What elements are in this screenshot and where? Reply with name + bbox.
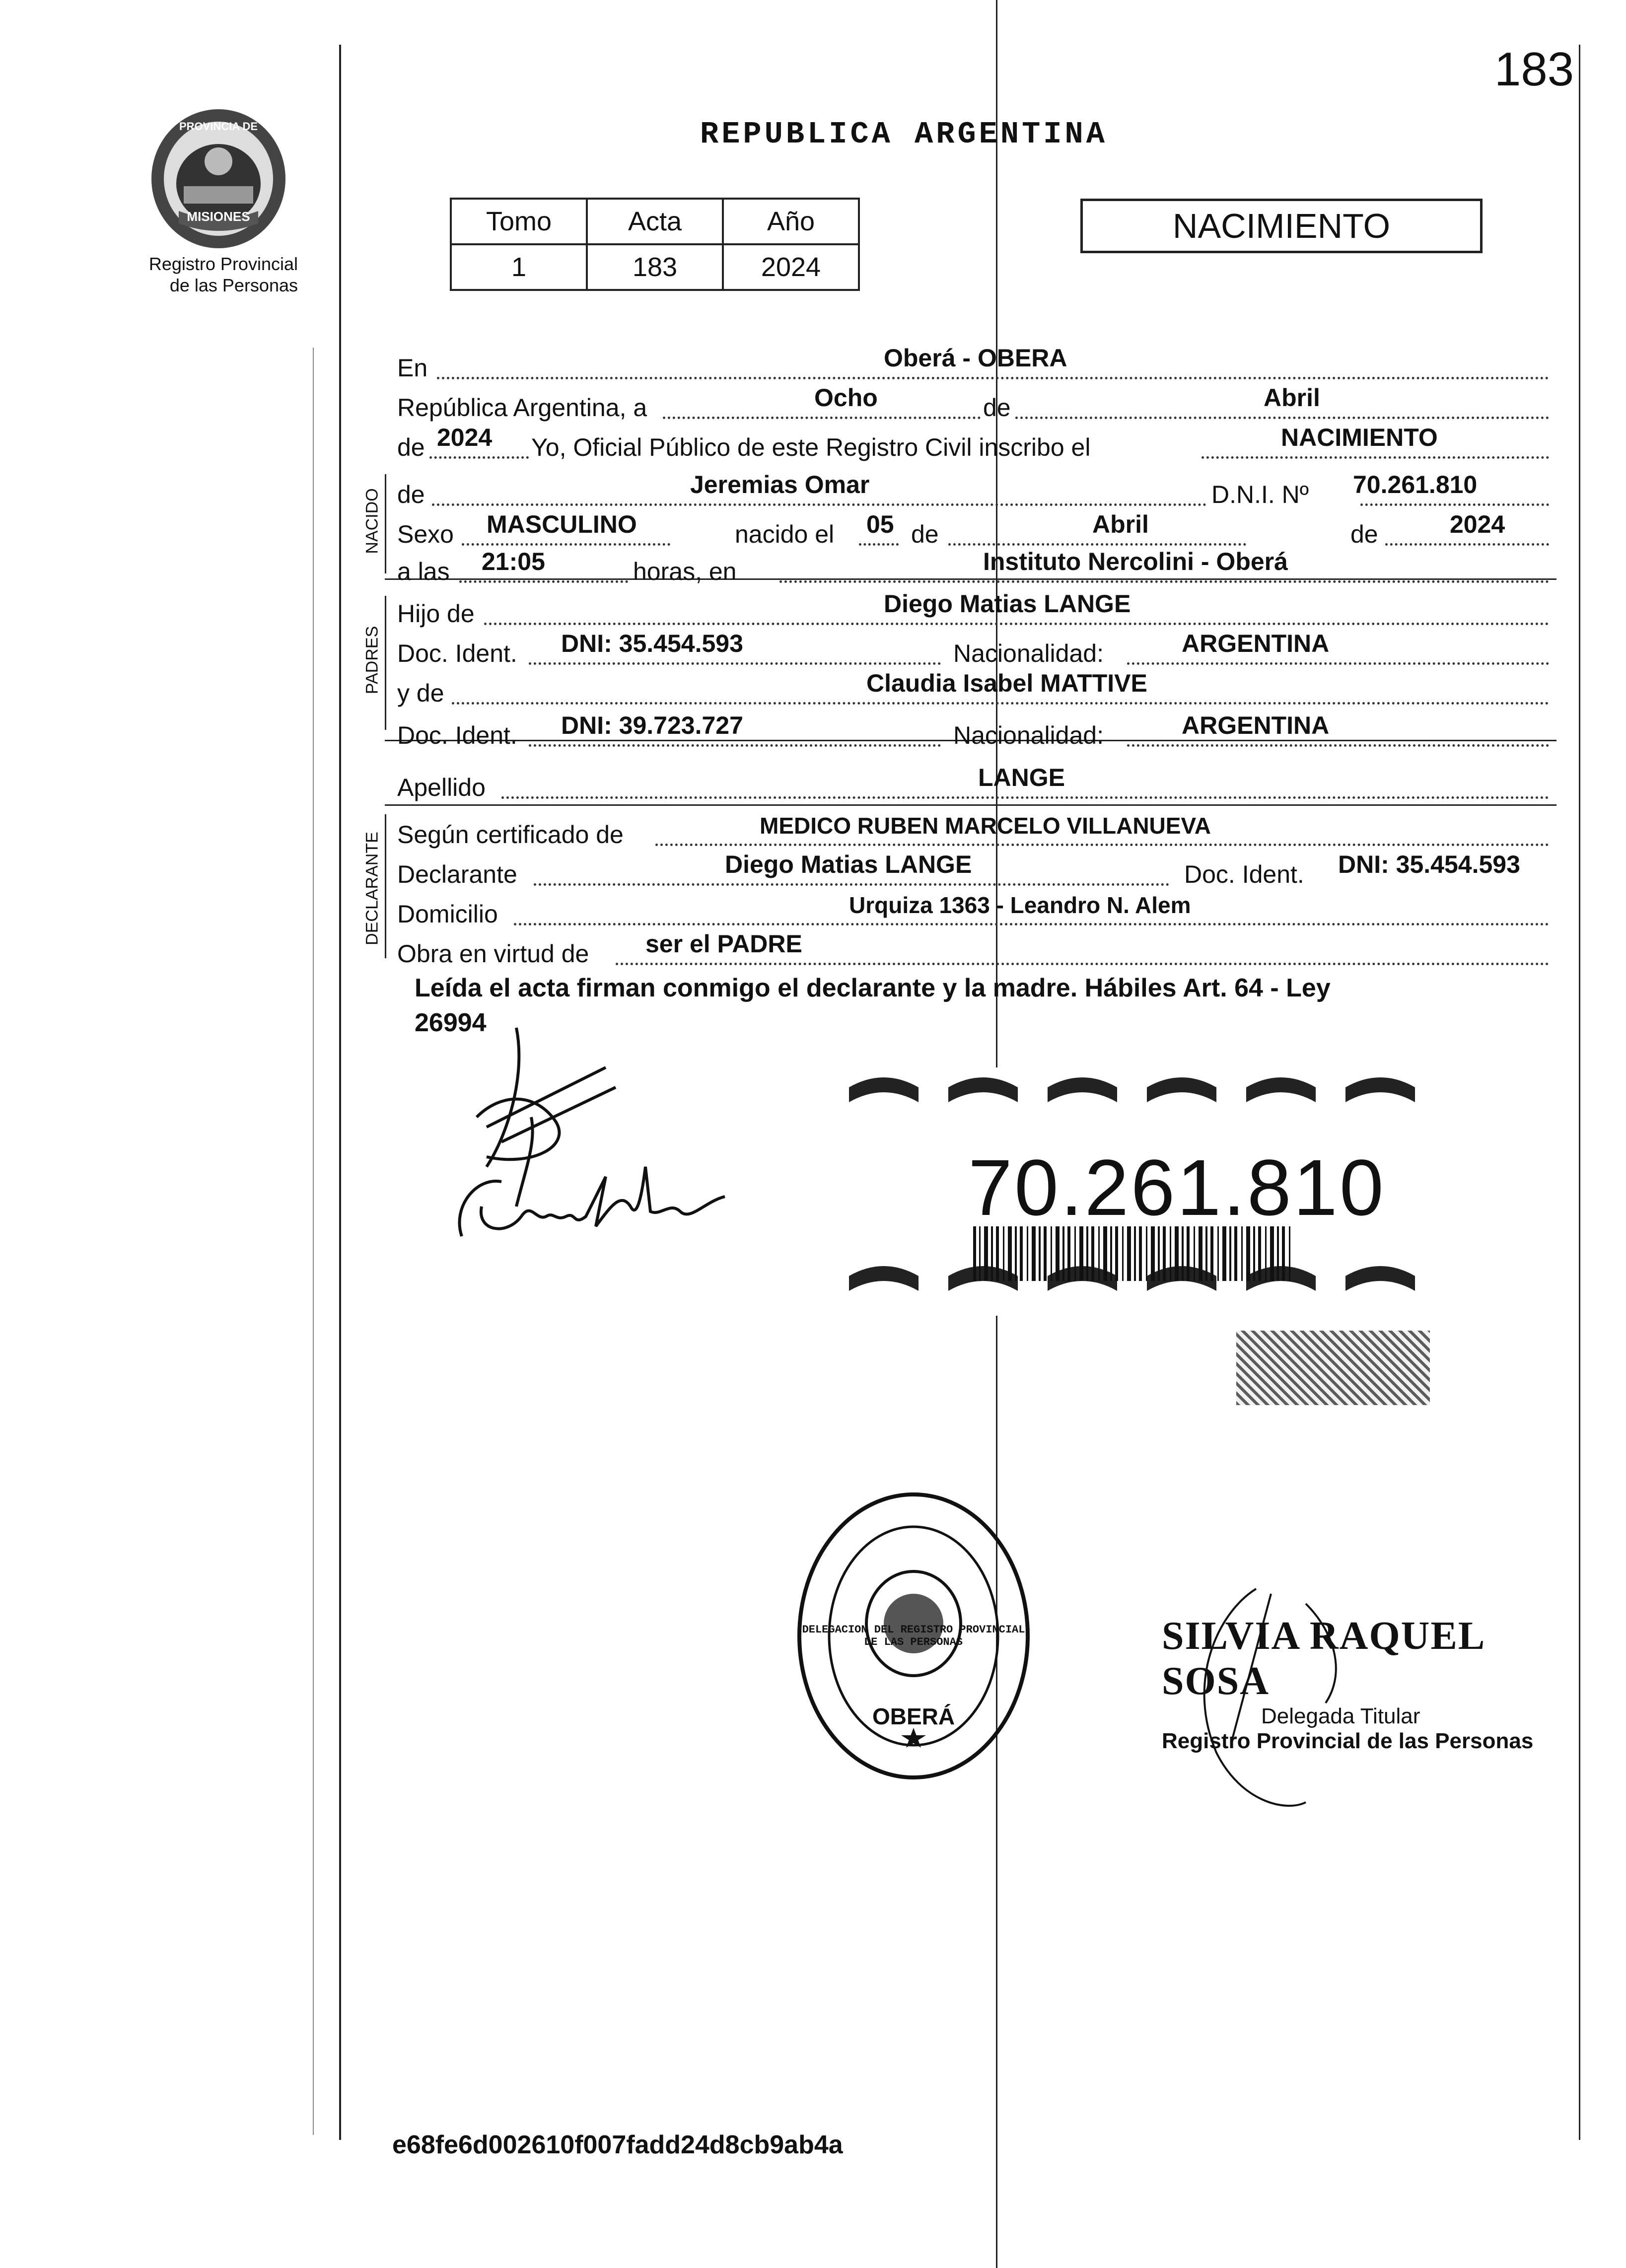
dni-sticker — [839, 1067, 1435, 1316]
official-seal — [794, 1489, 1033, 1782]
hologram-patch — [1236, 1331, 1430, 1405]
act-type-box: NACIMIENTO — [1080, 199, 1483, 253]
svg-text:MISIONES: MISIONES — [187, 209, 250, 224]
document-title: REPUBLICA ARGENTINA — [700, 117, 1108, 152]
official-name: SILVIA RAQUEL SOSA — [1162, 1614, 1484, 1703]
value-dni: 70.261.810 — [1353, 471, 1478, 498]
label-domicilio: Domicilio — [397, 900, 498, 928]
value-doc-padre: DNI: 35.454.593 — [561, 630, 743, 657]
value-obra-virtud: ser el PADRE — [645, 930, 802, 958]
nacido-bracket — [385, 474, 386, 573]
row-certificado — [397, 814, 1554, 849]
acta-table — [450, 198, 860, 291]
value-declarante: Diego Matias LANGE — [725, 850, 972, 878]
seal-bottom-text: OBERÁ — [872, 1703, 955, 1729]
label-certificado: Según certificado de — [397, 821, 624, 849]
label-sexo: Sexo — [397, 520, 454, 548]
value-anio: 2024 — [437, 424, 493, 451]
official-stamp — [1162, 1614, 1569, 1754]
acta-header-anio: Año — [723, 199, 859, 244]
closing-statement: Leída el acta firman conmigo el declarante y la madre. Hábiles Art. 64 - Ley 26994 — [415, 974, 1331, 1037]
label-nacionalidad-madre: Nacionalidad: — [953, 721, 1104, 749]
section-label-declarante: DECLARANTE — [362, 832, 382, 945]
acta-value-acta: 183 — [587, 244, 723, 290]
value-doc-madre: DNI: 39.723.727 — [561, 711, 743, 739]
label-de-nombre: de — [397, 481, 425, 508]
label-de-anio: de — [397, 433, 425, 461]
row-declarante — [397, 850, 1554, 889]
section-label-nacido: NACIDO — [362, 488, 382, 554]
svg-text:PROVINCIA DE: PROVINCIA DE — [179, 120, 258, 133]
value-mes: Abril — [1264, 384, 1320, 412]
label-en: En — [397, 354, 428, 382]
label-nacido-el: nacido el — [735, 520, 835, 548]
value-lugar-inscripcion: Oberá - OBERA — [884, 344, 1067, 372]
row-apellido — [397, 764, 1554, 802]
label-declarante: Declarante — [397, 860, 517, 888]
label-doc-padre: Doc. Ident. — [397, 639, 517, 667]
label-hijo-de: Hijo de — [397, 600, 475, 628]
province-shield-icon — [144, 99, 293, 248]
value-certificado: MEDICO RUBEN MARCELO VILLANUEVA — [760, 813, 1211, 839]
right-margin-line — [1579, 45, 1580, 2140]
row-doc-madre — [397, 711, 1554, 750]
value-lugar-nacimiento: Instituto Nercolini - Oberá — [983, 548, 1288, 575]
acta-header-tomo: Tomo — [451, 199, 587, 244]
label-inscribo: Yo, Oficial Público de este Registro Civil inscribo el — [531, 433, 1091, 461]
label-de: de — [983, 394, 1011, 422]
value-nac-anio: 2024 — [1450, 510, 1505, 538]
row-hora-lugar — [397, 548, 1554, 586]
acta-value-anio: 2024 — [723, 244, 859, 290]
label-nac-de2: de — [1350, 520, 1378, 548]
value-domicilio: Urquiza 1363 - Leandro N. Alem — [849, 892, 1191, 918]
value-nacionalidad-madre: ARGENTINA — [1182, 711, 1330, 739]
seal-ring-text: DELEGACION DEL REGISTRO PROVINCIAL DE LAS PERSONAS — [802, 1624, 1025, 1648]
value-declarante-doc: DNI: 35.454.593 — [1338, 850, 1520, 878]
label-apellido: Apellido — [397, 774, 486, 801]
dni-sticker-number: 70.261.810 — [968, 1143, 1386, 1232]
label-obra-virtud: Obra en virtud de — [397, 940, 589, 968]
page-number: 183 — [1494, 43, 1574, 96]
value-hora: 21:05 — [482, 548, 545, 575]
label-a-las: a las — [397, 558, 450, 585]
acta-value-tomo: 1 — [451, 244, 587, 290]
label-declarante-doc: Doc. Ident. — [1184, 860, 1304, 888]
signature-madre — [447, 1147, 755, 1256]
row-madre — [397, 669, 1554, 708]
label-dni: D.N.I. Nº — [1211, 481, 1309, 508]
row-anio-inscripcion — [397, 424, 1554, 462]
row-sexo-nacimiento — [397, 510, 1554, 549]
official-title: Delegada Titular — [1261, 1704, 1420, 1728]
row-padre — [397, 590, 1554, 628]
row-lugar-inscripcion — [397, 344, 1554, 382]
logo-caption: Registro Provincial de las Personas — [148, 254, 298, 296]
value-sexo: MASCULINO — [487, 510, 637, 538]
label-nacionalidad-padre: Nacionalidad: — [953, 639, 1104, 667]
label-y-de: y de — [397, 679, 444, 707]
padres-bracket — [385, 596, 386, 730]
row-nombre — [397, 471, 1554, 509]
value-madre: Claudia Isabel MATTIVE — [866, 669, 1147, 697]
section-label-padres: PADRES — [362, 626, 382, 695]
row-obra-virtud — [397, 930, 1554, 968]
value-tipo-inscripcion: NACIMIENTO — [1281, 424, 1438, 451]
row-doc-padre — [397, 630, 1554, 668]
declarante-bracket — [385, 814, 386, 958]
value-nombre: Jeremias Omar — [690, 471, 870, 498]
label-nac-de: de — [911, 520, 939, 548]
row-domicilio — [397, 894, 1554, 928]
label-doc-madre: Doc. Ident. — [397, 721, 517, 749]
value-apellido: LANGE — [978, 764, 1065, 791]
row-fecha-inscripcion — [397, 384, 1554, 422]
separator-3 — [385, 804, 1556, 806]
left-margin-line — [339, 45, 341, 2140]
value-nac-dia: 05 — [866, 510, 894, 538]
label-horas-en: horas, en — [633, 558, 737, 585]
document-hash: e68fe6d002610f007fadd24d8cb9ab4a — [392, 2130, 843, 2159]
official-office: Registro Provincial de las Personas — [1162, 1729, 1534, 1753]
value-dia: Ocho — [814, 384, 878, 412]
label-republica: República Argentina, a — [397, 394, 647, 422]
value-padre: Diego Matias LANGE — [884, 590, 1131, 618]
value-nacionalidad-padre: ARGENTINA — [1182, 630, 1330, 657]
province-logo — [144, 99, 293, 248]
value-nac-mes: Abril — [1092, 510, 1149, 538]
acta-header-acta: Acta — [587, 199, 723, 244]
left-margin-line-outer — [313, 348, 314, 2135]
signature-madre-icon — [447, 1147, 755, 1256]
